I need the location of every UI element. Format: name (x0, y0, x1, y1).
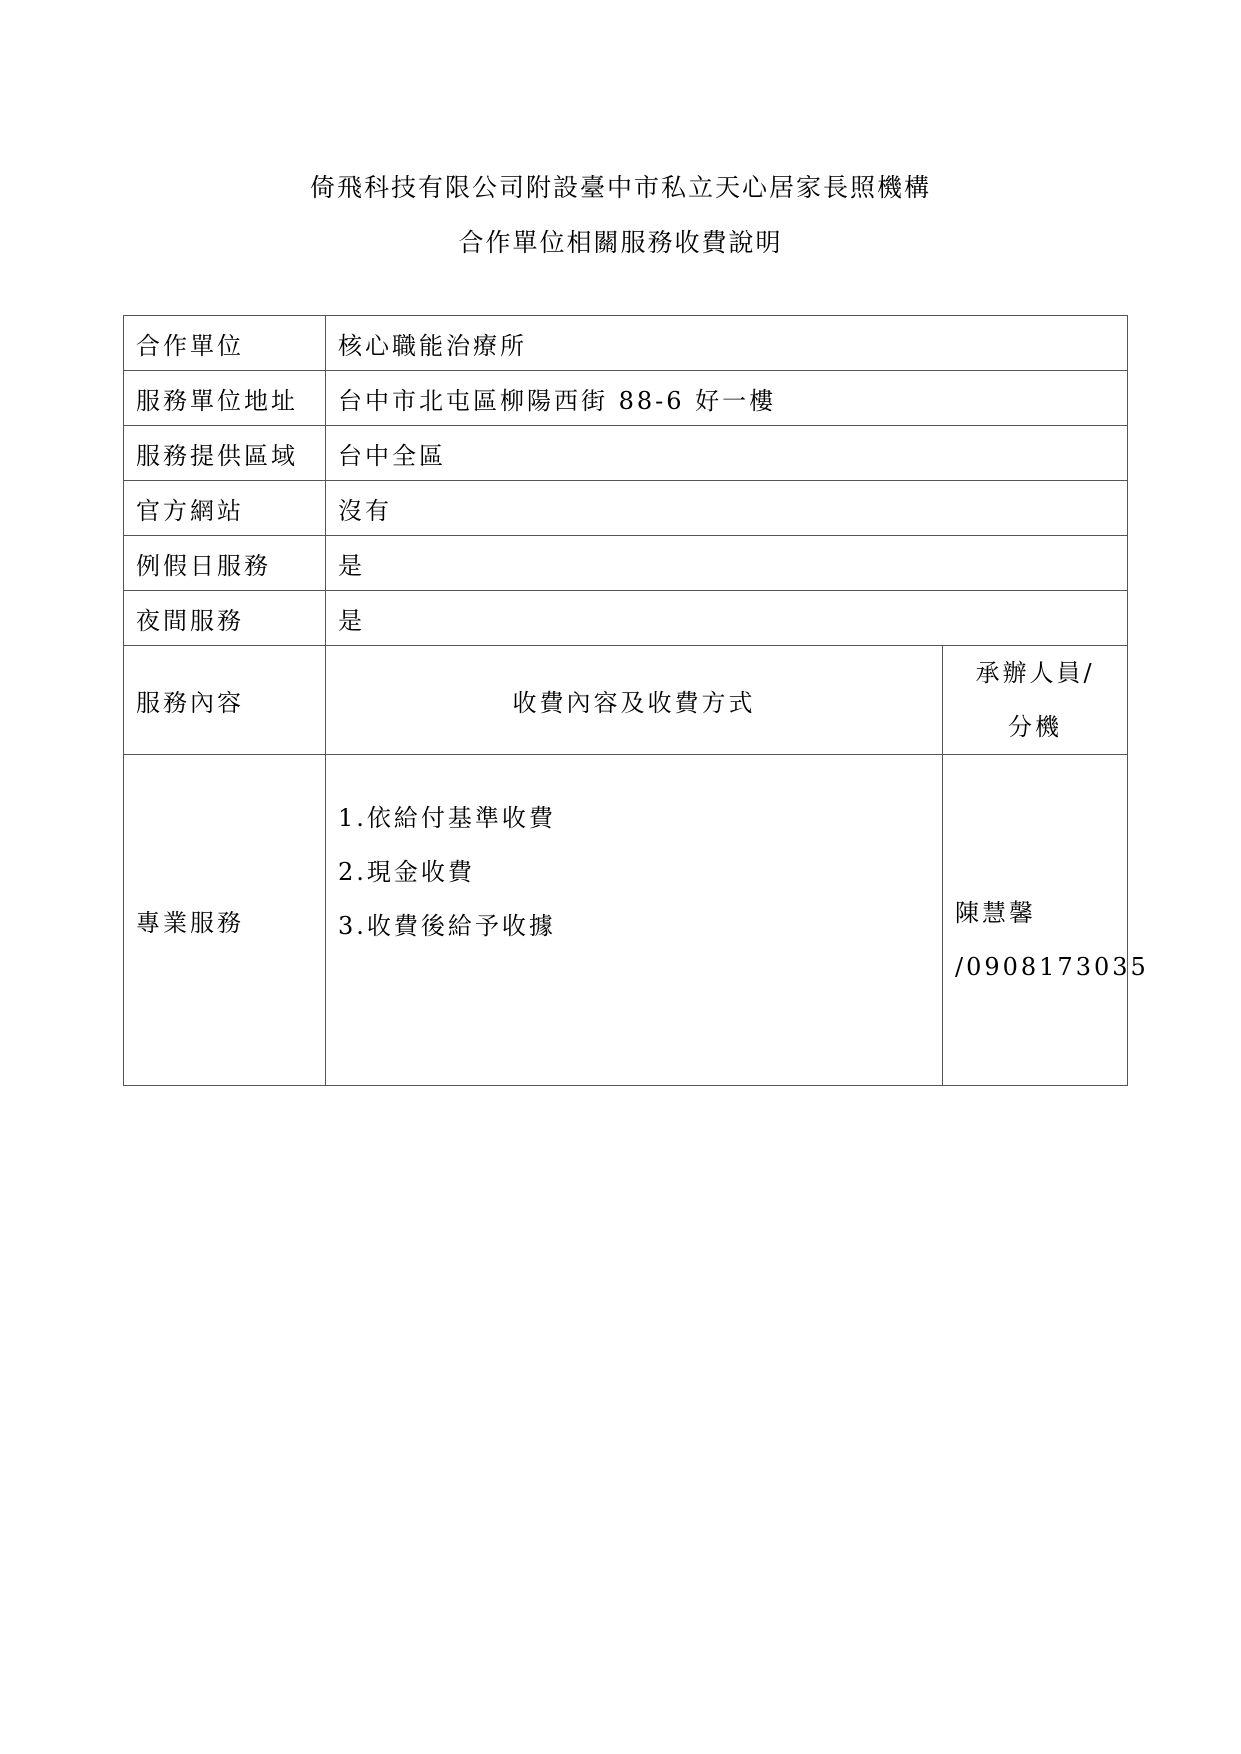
row-value: 台中市北屯區柳陽西街 88-6 好一樓 (326, 371, 1128, 426)
table-row-holiday-service (124, 536, 1128, 591)
table-row-partner (124, 316, 1128, 371)
staff-phone: /0908173035 (955, 953, 1149, 981)
row-value: 台中全區 (326, 426, 1128, 481)
row-value: 是 (326, 536, 1128, 591)
header-service-content: 服務內容 (124, 646, 326, 755)
staff-name: 陳慧馨 (955, 899, 1036, 927)
fee-info-table (123, 315, 1149, 1086)
table-row-website (124, 481, 1128, 536)
fee-item: 3.收費後給予收據 (338, 912, 556, 940)
table-row-address (124, 371, 1128, 426)
row-label: 合作單位 (124, 316, 326, 371)
header-staff (943, 646, 1128, 755)
fee-item: 2.現金收費 (338, 858, 475, 886)
table-row-service-area (124, 426, 1128, 481)
row-label: 官方網站 (124, 481, 326, 536)
row-label: 夜間服務 (124, 591, 326, 646)
table-row-night-service (124, 591, 1128, 646)
header-fee-method: 收費內容及收費方式 (326, 646, 943, 755)
row-label: 服務單位地址 (124, 371, 326, 426)
row-label: 服務提供區域 (124, 426, 326, 481)
header-staff-line1: 承辦人員/ (975, 659, 1095, 687)
header-staff-line2: 分機 (1008, 713, 1062, 741)
document-title: 倚飛科技有限公司附設臺中市私立天心居家長照機構 (309, 173, 931, 202)
document-subtitle: 合作單位相關服務收費說明 (458, 228, 783, 257)
table-row-professional-service (124, 755, 1128, 1086)
row-value: 是 (326, 591, 1128, 646)
service-name: 專業服務 (124, 755, 326, 1086)
fee-items-list (338, 791, 930, 953)
row-label: 例假日服務 (124, 536, 326, 591)
row-value: 核心職能治療所 (326, 316, 1128, 371)
staff-contact-cell (943, 755, 1149, 1086)
row-value: 沒有 (326, 481, 1128, 536)
fee-items-cell (326, 755, 943, 1086)
fee-item: 1.依給付基準收費 (338, 804, 556, 832)
table-header-row (124, 646, 1128, 755)
